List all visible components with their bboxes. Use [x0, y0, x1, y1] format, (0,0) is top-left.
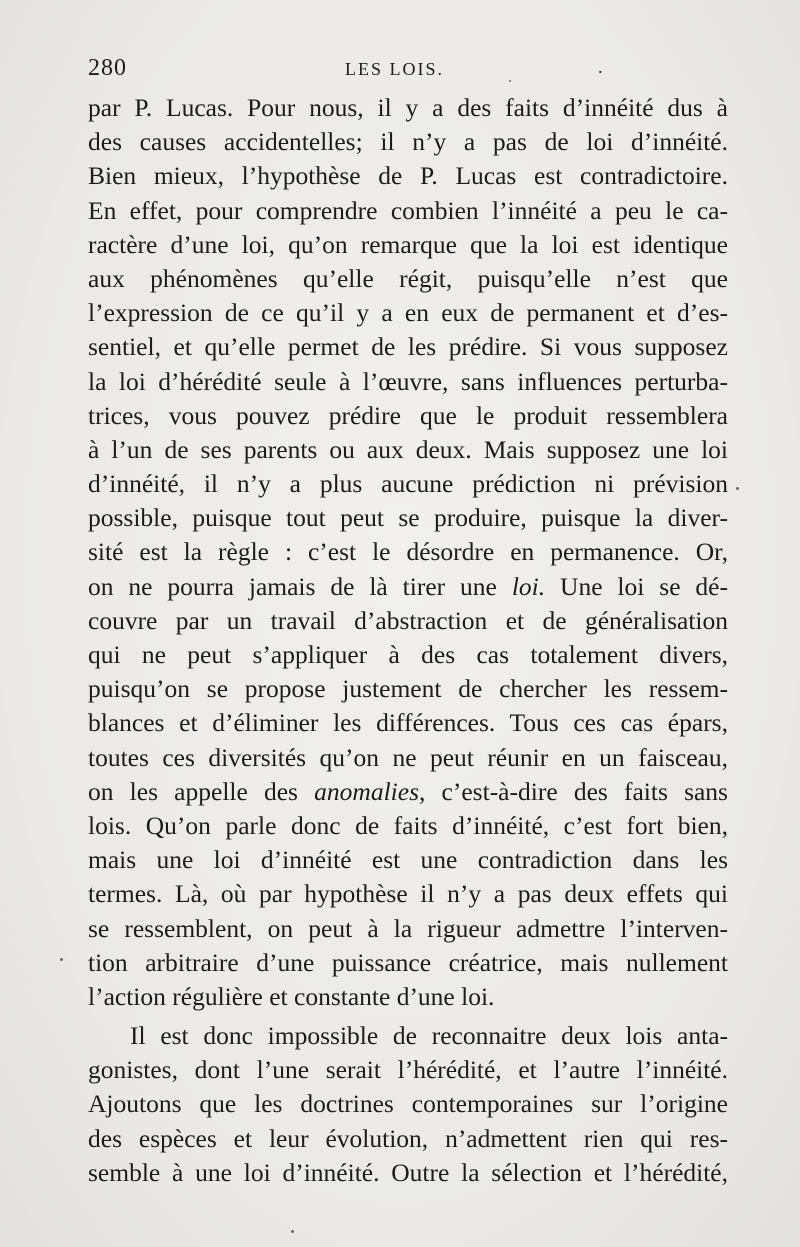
paper-speck: [509, 80, 511, 82]
text-line: toutes ces diversités qu’on ne peut réunir en un faisceau,: [88, 742, 728, 772]
text-line: ractère d’une loi, qu’on remarque que la loi est identique: [88, 229, 728, 259]
text-line: Il est donc impossible de reconnaitre deux lois anta-: [130, 1021, 728, 1051]
text-line: trices, vous pouvez prédire que le produit ressemblera: [88, 400, 728, 430]
header-mark: .: [598, 57, 603, 77]
text-line: couvre par un travail d’abstraction et de généralisation: [88, 605, 728, 635]
text-line: la loi d’hérédité seule à l’œuvre, sans influences perturba-: [88, 366, 728, 396]
text-line: gonistes, dont l’une serait l’hérédité, et l’autre l’innéité.: [88, 1055, 728, 1085]
text-line: possible, puisque tout peut se produire, puisque la diver-: [88, 503, 728, 533]
text-line: tion arbitraire d’une puissance créatrice, mais nullement: [88, 947, 728, 977]
text-line: des espèces et leur évolution, n’admettent rien qui res-: [88, 1123, 728, 1153]
text-line: aux phénomènes qu’elle régit, puisqu’elle n’est que: [88, 263, 728, 293]
text-line: l’expression de ce qu’il y a en eux de permanent et d’es-: [88, 298, 728, 328]
page-header: [88, 55, 728, 85]
text-line: qui ne peut s’appliquer à des cas totalement divers,: [88, 640, 728, 669]
page-number: 280: [88, 55, 127, 81]
text-line-with-italic-anomalies: [88, 775, 728, 809]
text-line: blances et d’éliminer les différences. Tous ces cas épars,: [88, 708, 728, 738]
line-end: Une loi se dé-: [545, 571, 728, 601]
text-line: termes. Là, où par hypothèse il n’y a pas deux effets qui: [88, 879, 728, 909]
text-line: En effet, pour comprendre combien l’innéité a peu le ca-: [88, 195, 728, 225]
paper-speck: [60, 958, 63, 961]
text-line: d’innéité, il n’y a plus aucune prédiction ni prévision: [88, 469, 728, 499]
paper-speck: [291, 1230, 294, 1233]
text-line: l’action régulière et constante d’une loi.: [88, 981, 495, 1011]
text-line: des causes accidentelles; il n’y a pas de loi d’innéité.: [88, 127, 728, 157]
text-line: Bien mieux, l’hypothèse de P. Lucas est contradictoire.: [88, 161, 728, 191]
italic-word-loi: loi.: [511, 571, 546, 601]
text-line: par P. Lucas. Pour nous, il y a des faits d’innéité dus à: [88, 93, 728, 122]
text-line: sentiel, et qu’elle permet de les prédire. Si vous supposez: [88, 332, 728, 362]
text-line: Ajoutons que les doctrines contemporaines sur l’origine: [88, 1089, 728, 1119]
text-line-with-italic-loi: [88, 570, 728, 604]
text-line: à l’un de ses parents ou aux deux. Mais supposez une loi: [88, 434, 728, 464]
line-end: , c’est-à-dire des faits sans: [419, 776, 728, 806]
text-line: semble à une loi d’innéité. Outre la sélection et l’hérédité,: [88, 1157, 728, 1187]
body-text: [88, 91, 728, 1190]
italic-word-anomalies: anomalies: [314, 776, 419, 806]
text-line: sité est la règle : c’est le désordre en permanence. Or,: [88, 537, 728, 567]
line-start: on ne pourra jamais de là tirer une: [88, 571, 497, 601]
text-line: lois. Qu’on parle donc de faits d’innéité, c’est fort bien,: [88, 810, 728, 840]
line-start: on les appelle des: [88, 776, 298, 806]
paper-speck: [736, 487, 739, 490]
text-line: puisqu’on se propose justement de chercher les ressem-: [88, 674, 728, 704]
text-line: mais une loi d’innéité est une contradiction dans les: [88, 845, 728, 875]
text-line: se ressemblent, on peut à la rigueur admettre l’interven-: [88, 913, 728, 943]
running-head: LES LOIS.: [345, 59, 444, 79]
